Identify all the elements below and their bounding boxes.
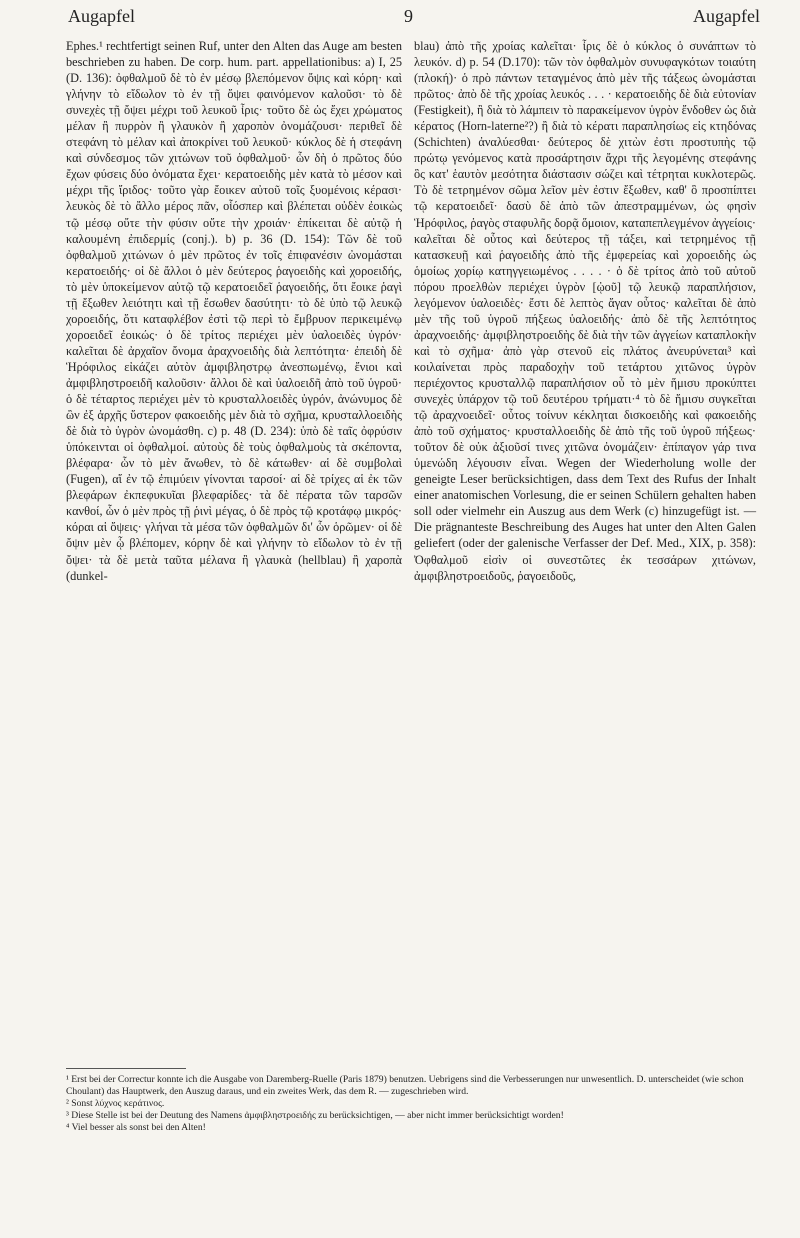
running-head [68,6,760,26]
running-head-right: Augapfel [693,6,760,26]
right-column-text: blau) ἀπὸ τῆς χροίας καλεῖται· ἶρις δὲ ὁ κύκλος ὁ συνάπτων τὸ λευκόν. d) p. 54 (D.170): τῶν τὸν ὀφθαλμὸν συνυφαγκότων τοιαύτη (πλοκή)· ὁ πρὸ πάντων τεταγμένος ἀπὸ μὲν τῆς τάξεως ὠνομάσται πρῶτος· ἀπὸ δὲ τῆς χροίας λευκός . . . · κερατοειδὴς δὲ διὰ εὐτονίαν (Festigkeit), ἢ διὰ τὸ λάμπειν τὸ παρακείμενον ὑγρὸν ἔνδοθεν ὡς διὰ κέρατος (Horn-laterne²?) ἢ διὰ τὸ κέρατι παραπλησίως εἰς κτηδόνας (Schichten) ἀναλύεσθαι· δεύτερος δὲ χιτὼν ἐστι προστυπὴς τῷ πρώτῳ γενόμενος κατὰ προσάρτησιν ἄχρι τῆς λεγομένης στεφάνης ὃς κατ' ἑαυτὸν μεσότητα διάστασιν σώζει καὶ τέτρηται κυκλοτερῶς. Τὸ δὲ τετρημένον σῶμα λεῖον μὲν ἐστιν ἔξωθεν, καθ' ὃ προσπίπτει τῷ κερατοειδεῖ· δασὺ δὲ ἀπὸ τῶν ἀπεστραμμένων, ὡς φησὶν Ἡρόφιλος, ῥαγὸς σταφυλῆς δορᾷ ὅμοιον, καταπεπλεγμένον ἀγγείοις· καλεῖται δὲ οὗτος καὶ δεύτερος τῇ τάξει, καὶ τετρημένος τῇ κατασκευῇ καὶ ῥαγοειδὴς ἀπὸ τῆς ἐμφερείας καὶ χοροειδὴς ὡς ὁμοίως χορίῳ κατηγγειωμένος . . . . · ὁ δὲ τρίτος ἀπὸ τοῦ αὐτοῦ πόρου προελθὼν περιέχει ὑγρὸν [ᾠοῦ] τῷ λευκῷ παραπλήσιον, λεγόμενον ὑαλοειδὲς· ἔστι δὲ λεπτὸς ἄγαν οὗτος· καλεῖται δὲ ἀπὸ μὲν τῆς τοῦ ὑγροῦ πήξεως ὑαλοειδής· ἀπὸ δὲ τῆς λεπτότητος ἀραχνοειδής· ἀμφιβληστροειδὴς δὲ διὰ τὴν τῶν ἀγγείων καταπλοκὴν καὶ τὸ σχῆμα· ἀπὸ γὰρ στενοῦ εἰς πλάτος ἀνευρύνεται³ καὶ κοιλαίνεται πρὸς παραδοχὴν τοῦ τετάρτου χιτῶνος ὑγρὸν περιέχοντος κρυσταλλῷ παραπλήσιον οὗ τὸ μὲν ἥμισυ προκύπτει συνεχὲς ὑπάρχον τῷ τοῦ δευτέρου τρήματι·⁴ τὸ δὲ ἥμισυ συγκεῖται τῷ ἀραχνοειδεῖ· οὗτος τοίνυν κέκληται δισκοειδὴς καὶ φακοειδὴς ἀπὸ τοῦ σχήματος· κρυσταλλοειδὴς δὲ ἀπὸ τῆς τοῦ ὑγροῦ πήξεως· τοῦτον δὲ οὐκ ἀξιοῦσί τινες χιτῶνα ὀνομάζειν· ἐπίπαγον γάρ τινα ὑμενώδη λέγουσιν εἶναι. Wegen der Wiederholung wolle der geneigte Leser berücksichtigen, dass dem Text des Rufus der Inhalt einer anatomischen Vorlesung, die er seinen Schülern gehalten haben soll oder vielmehr ein Auszug aus dem Werk (c) hinzugefügt ist. — Die prägnanteste Beschreibung des Auges hat unter den Alten Galen geliefert (oder der galenische Verfasser der Def. Med., XIX, p. 358): Ὀφθαλμοῦ εἰσὶν οἱ συνεστῶτες ἐκ τεσσάρων χιτώνων, ἀμφιβληστροειδοῦς, ῥαγοειδοῦς, [414,39,756,583]
left-column-text: Ephes.¹ rechtfertigt seinen Ruf, unter den Alten das Auge am besten beschrieben zu haben. De corp. hum. part. appellationibus: a) I, 25 (D. 136): ὀφθαλμοῦ δὲ τὸ ἐν μέσῳ βλεπόμενον ὄψις καὶ κόρη· καὶ γλήνην τὸ εἴδωλον τὸ ἐν τῇ ὄψει φαινόμενον καλοῦσι· τὸ δὲ συνεχὲς τῇ ὄψει μέχρι τοῦ λευκοῦ ἶρις· τοῦτο δὲ ὡς ἔχει χρώματος μέλαν ἢ πυρρὸν ἢ γλαυκὸν ἢ χαροπὸν ὀνομάζουσι· περιθεῖ δὲ στεφάνη τὸ μέλαν καὶ ἀποκρίνει τοῦ λευκοῦ· κύκλος δὲ ἡ στεφάνη καὶ σύνδεσμος τῶν χιτώνων τοῦ ὀφθαλμοῦ· ὧν δὴ ὁ πρῶτος δύο ἔχων φύσεις δύο ὀνόματα ἔχει· κερατοειδὴς μὲν κατὰ τὸ μέσον καὶ μέχρι τῆς ἴριδος· τοῦτο γὰρ ἔοικεν αὐτοῦ τοῖς ξυομένοις κέρασι· λευκὸς δὲ τὸ ἄλλο μέρος πᾶν, οἷόσπερ καὶ βλέπεται οὐδὲν ἐοικὼς τῷ μέσῳ οὔτε τὴν φύσιν οὔτε τὴν χροιάν· ἐπίκειται δὲ αὐτῷ ἡ καλουμένη ἐπιδερμίς (conj.). b) p. 36 (D. 154): Τῶν δὲ τοῦ ὀφθαλμοῦ χιτώνων ὁ μὲν πρῶτος ἐν τοῖς ἐπιφανέσιν ὠνομάσται κερατοειδής· οἱ δὲ ἄλλοι ὁ μὲν δεύτερος ῥαγοειδὴς καὶ χοροειδής, τὸ μὲν ὑποκείμενον αὐτῷ τῷ κερατοειδεῖ ῥαγοειδής, ὅτι ἔοικε ῥαγὶ τῇ ἔξωθεν λειότητι καὶ τῇ ἔσωθεν δασύτητι· τὸ δὲ ὑπὸ τῷ λευκῷ χοροειδής, ὅτι καταφλέβον ἐστὶ τῷ περὶ τὸ ἔμβρυον περικειμένῳ χοροειδεῖ ἐοικώς· ὁ δὲ τρίτος περιέχει μὲν ὑαλοειδὲς ὑγρόν· καλεῖται δὲ ἀρχαῖον ὄνομα ἀραχνοειδὴς διὰ λεπτότητα· ἐπειδὴ δὲ Ἡρόφιλος εἰκάζει αὐτὸν ἀμφιβληστρῳ ἀνεσπωμένῳ, ἔνιοι καὶ ἀμφιβληστροειδῆ καλοῦσιν· ἄλλοι δὲ καὶ ὑαλοειδῆ ἀπὸ τοῦ ὑγροῦ· ὁ δὲ τέταρτος περιέχει μὲν τὸ κρυσταλλοειδὲς ὑγρόν, ἀνώνυμος δὲ ὢν ἐξ ἀρχῆς ὕστερον φακοειδὴς μὲν διὰ τὸ σχῆμα, κρυσταλλοειδὴς δὲ διὰ τὸ ὑγρὸν ὠνομάσθη. c) p. 48 (D. 234): ὑπὸ δὲ ταῖς ὀφρύσιν ὑπόκεινται οἱ ὀφθαλμοί. αὐτοὺς δὲ τοὺς ὀφθαλμοὺς τὰ σκέποντα, βλέφαρα· ὧν τὸ μὲν ἄνωθεν, τὸ δὲ κάτωθεν· αἱ δὲ συμβολαὶ (Fugen), αἵ ἐν τῷ ἐπιμύειν γίνονται ταρσοί· αἱ δὲ τρίχες αἱ ἐκ τῶν βλεφάρων ἐκπεφυκυῖαι βλεφαρίδες· τὰ δὲ πέρατα τῶν ταρσῶν κανθοί, ὧν ὁ μὲν πρὸς τῇ ῥινὶ μέγας, ὁ δὲ πρὸς τῷ κροτάφῳ μικρός· κόραι αἱ ὄψεις· γλήναι τὰ μέσα τῶν ὀφθαλμῶν δι' ὧν ὁρῶμεν· οἱ δὲ ὄψιν μὲν ᾧ βλέπομεν, κόρην δὲ καὶ γλήνην τὸ εἴδωλον τὸ ἐν τῇ ὄψει· τὰ δὲ μετὰ ταῦτα μέλανα ἢ γλαυκὰ (hellblau) ἢ χαροπὰ (dunkel- [66,39,402,583]
page-number: 9 [404,6,413,26]
left-column [66,38,402,584]
footnote: ⁴ Viel besser als sonst bei den Alten! [66,1122,206,1133]
footnote: ¹ Erst bei der Correctur konnte ich die Ausgabe von Daremberg-Ruelle (Paris 1879) benutzen. Uebrigens sind die Verbesserungen nur unwesentlich. D. unterscheidet (wie schon Choulant) das Hauptwerk, den Auszug daraus, und ein zweites Werk, das dem R. — zugeschrieben wird. [66,1074,744,1097]
footnotes [66,1074,756,1134]
right-column [414,38,756,584]
running-head-left: Augapfel [68,6,135,26]
footnote: ³ Diese Stelle ist bei der Deutung des Namens ἀμφιβληστροειδής zu berücksichtigen, — aber nicht immer berücksichtigt worden! [66,1110,564,1121]
footnote: ² Sonst λύχνος κεράτινος. [66,1098,165,1109]
footnote-rule [66,1068,186,1069]
